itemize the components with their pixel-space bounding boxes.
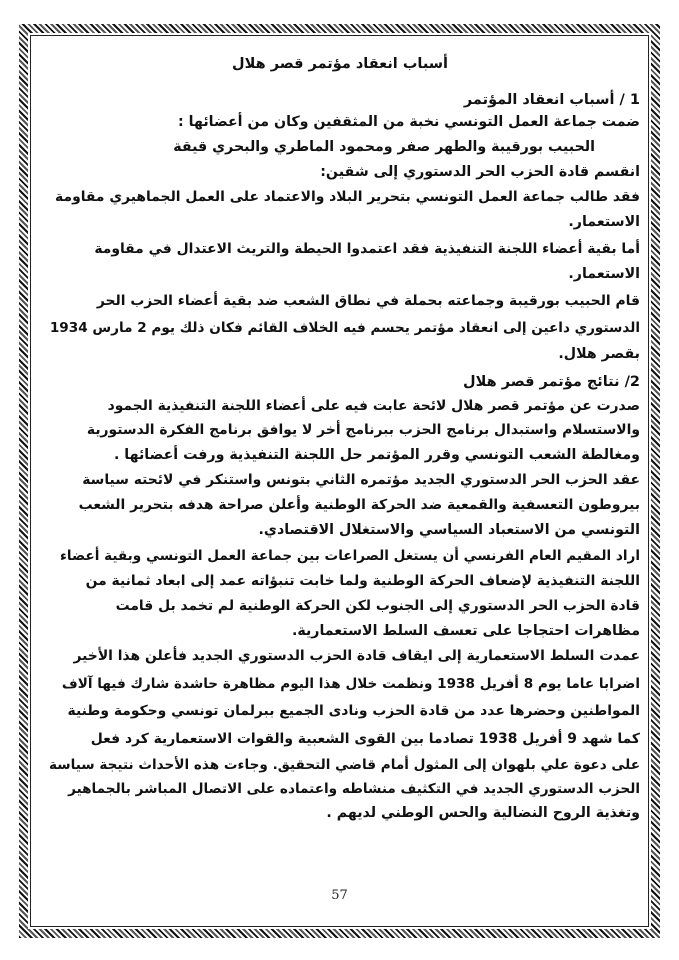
text-line: انقسم قادة الحزب الحر الدستوري إلى شقين: bbox=[320, 164, 640, 180]
text-line: بقصر هلال. bbox=[558, 346, 640, 362]
text-line: اللجنة التنفيذية لإضعاف الحركة الوطنية ولما خابت تنبؤاته عمد إلى ابعاد ثمانية من bbox=[85, 573, 640, 589]
text-line: الاستعمار. bbox=[568, 214, 640, 230]
text-line: الدستوري داعين إلى انعقاد مؤتمر يحسم فيه الخلاف القائم فكان ذلك يوم 2 مارس 1934 bbox=[49, 320, 640, 336]
text-line: أما بقية أعضاء اللجنة التنفيذية فقد اعتمدوا الحيطة والتريث الاعتدال في مقاومة bbox=[94, 241, 640, 257]
text-line: عقد الحزب الحر الدستوري الجديد مؤتمره الثاني بتونس واستنكر في لائحته سياسة bbox=[82, 472, 640, 488]
text-line: قام الحبيب بورقيبة وجماعته بحملة في نطاق الشعب ضد بقية أعضاء الحزب الحر bbox=[96, 293, 640, 309]
text-line: على دعوة علي بلهوان إلى المثول أمام قاضي التحقيق. وجاءت هذه الأحداث نتيجة سياسة bbox=[49, 757, 640, 773]
document-title: أسباب انعقاد مؤتمر قصر هلال bbox=[232, 56, 448, 72]
section-heading-causes: 1 / أسباب انعقاد المؤتمر bbox=[463, 92, 640, 108]
text-line: عمدت السلط الاستعمارية إلى ايقاف قادة الحزب الدستوري الجديد فأعلن هذا الأخير bbox=[73, 648, 640, 664]
text-line: اضرابا عاما يوم 8 أفريل 1938 ونظمت خلال هذا اليوم مظاهرة حاشدة شارك فيها آلاف bbox=[61, 676, 640, 692]
text-line: ومغالطة الشعب التونسي وقرر المؤتمر حل اللجنة التنفيذية ورفت أعضائها . bbox=[113, 447, 640, 463]
page-number: 57 bbox=[331, 888, 348, 903]
text-line: اراد المقيم العام الفرنسي أن يستغل الصراعات بين جماعة العمل التونسي وبقية أعضاء bbox=[59, 548, 640, 564]
text-line: صدرت عن مؤتمر قصر هلال لائحة عابت فيه على أعضاء اللجنة التنفيذية الجمود bbox=[107, 398, 640, 414]
document-body bbox=[40, 48, 640, 898]
text-line: وتغذية الروح النضالية والحس الوطني لديهم . bbox=[326, 805, 640, 821]
section-heading-results: 2/ نتائج مؤتمر قصر هلال bbox=[463, 374, 640, 390]
text-line: التونسي من الاستعباد السياسي والاستغلال الاقتصادي. bbox=[258, 522, 640, 538]
text-line: مظاهرات احتجاجا على تعسف السلط الاستعمارية. bbox=[291, 623, 640, 639]
text-line: فقد طالب جماعة العمل التونسي بتحرير البلاد والاعتماد على العمل الجماهيري مقاومة bbox=[55, 189, 640, 205]
text-line: كما شهد 9 أفريل 1938 تصادما بين القوى الشعبية والقوات الاستعمارية كرد فعل bbox=[90, 731, 640, 747]
text-line: بيروطون التعسفية والقمعية ضد الحركة الوطنية وأعلن صراحة هدفه بتحرير الشعب bbox=[78, 497, 640, 513]
text-line: المواطنين وحضرها عدد من قادة الحزب ونادى الجميع ببرلمان تونسي وحكومة وطنية bbox=[67, 703, 640, 719]
text-line: الاستعمار. bbox=[568, 266, 640, 282]
text-line: الحزب الدستوري الجديد في التكثيف منشاطه واعتماده على الاتصال المباشر بالجماهير bbox=[68, 781, 640, 797]
text-line: ضمت جماعة العمل التونسي نخبة من المثقفين وكان من أعضائها : bbox=[178, 114, 640, 130]
text-line: والاستسلام واستبدال برنامج الحزب ببرنامج أخر لا يوافق برنامج الفكرة الدستورية bbox=[86, 422, 640, 438]
text-line: الحبيب بورقيبة والطهر صفر ومحمود الماطري والبحري قيقة bbox=[173, 139, 595, 155]
text-line: قادة الحزب الحر الدستوري إلى الجنوب لكن الحركة الوطنية لم تخمد بل قامت bbox=[115, 598, 640, 614]
